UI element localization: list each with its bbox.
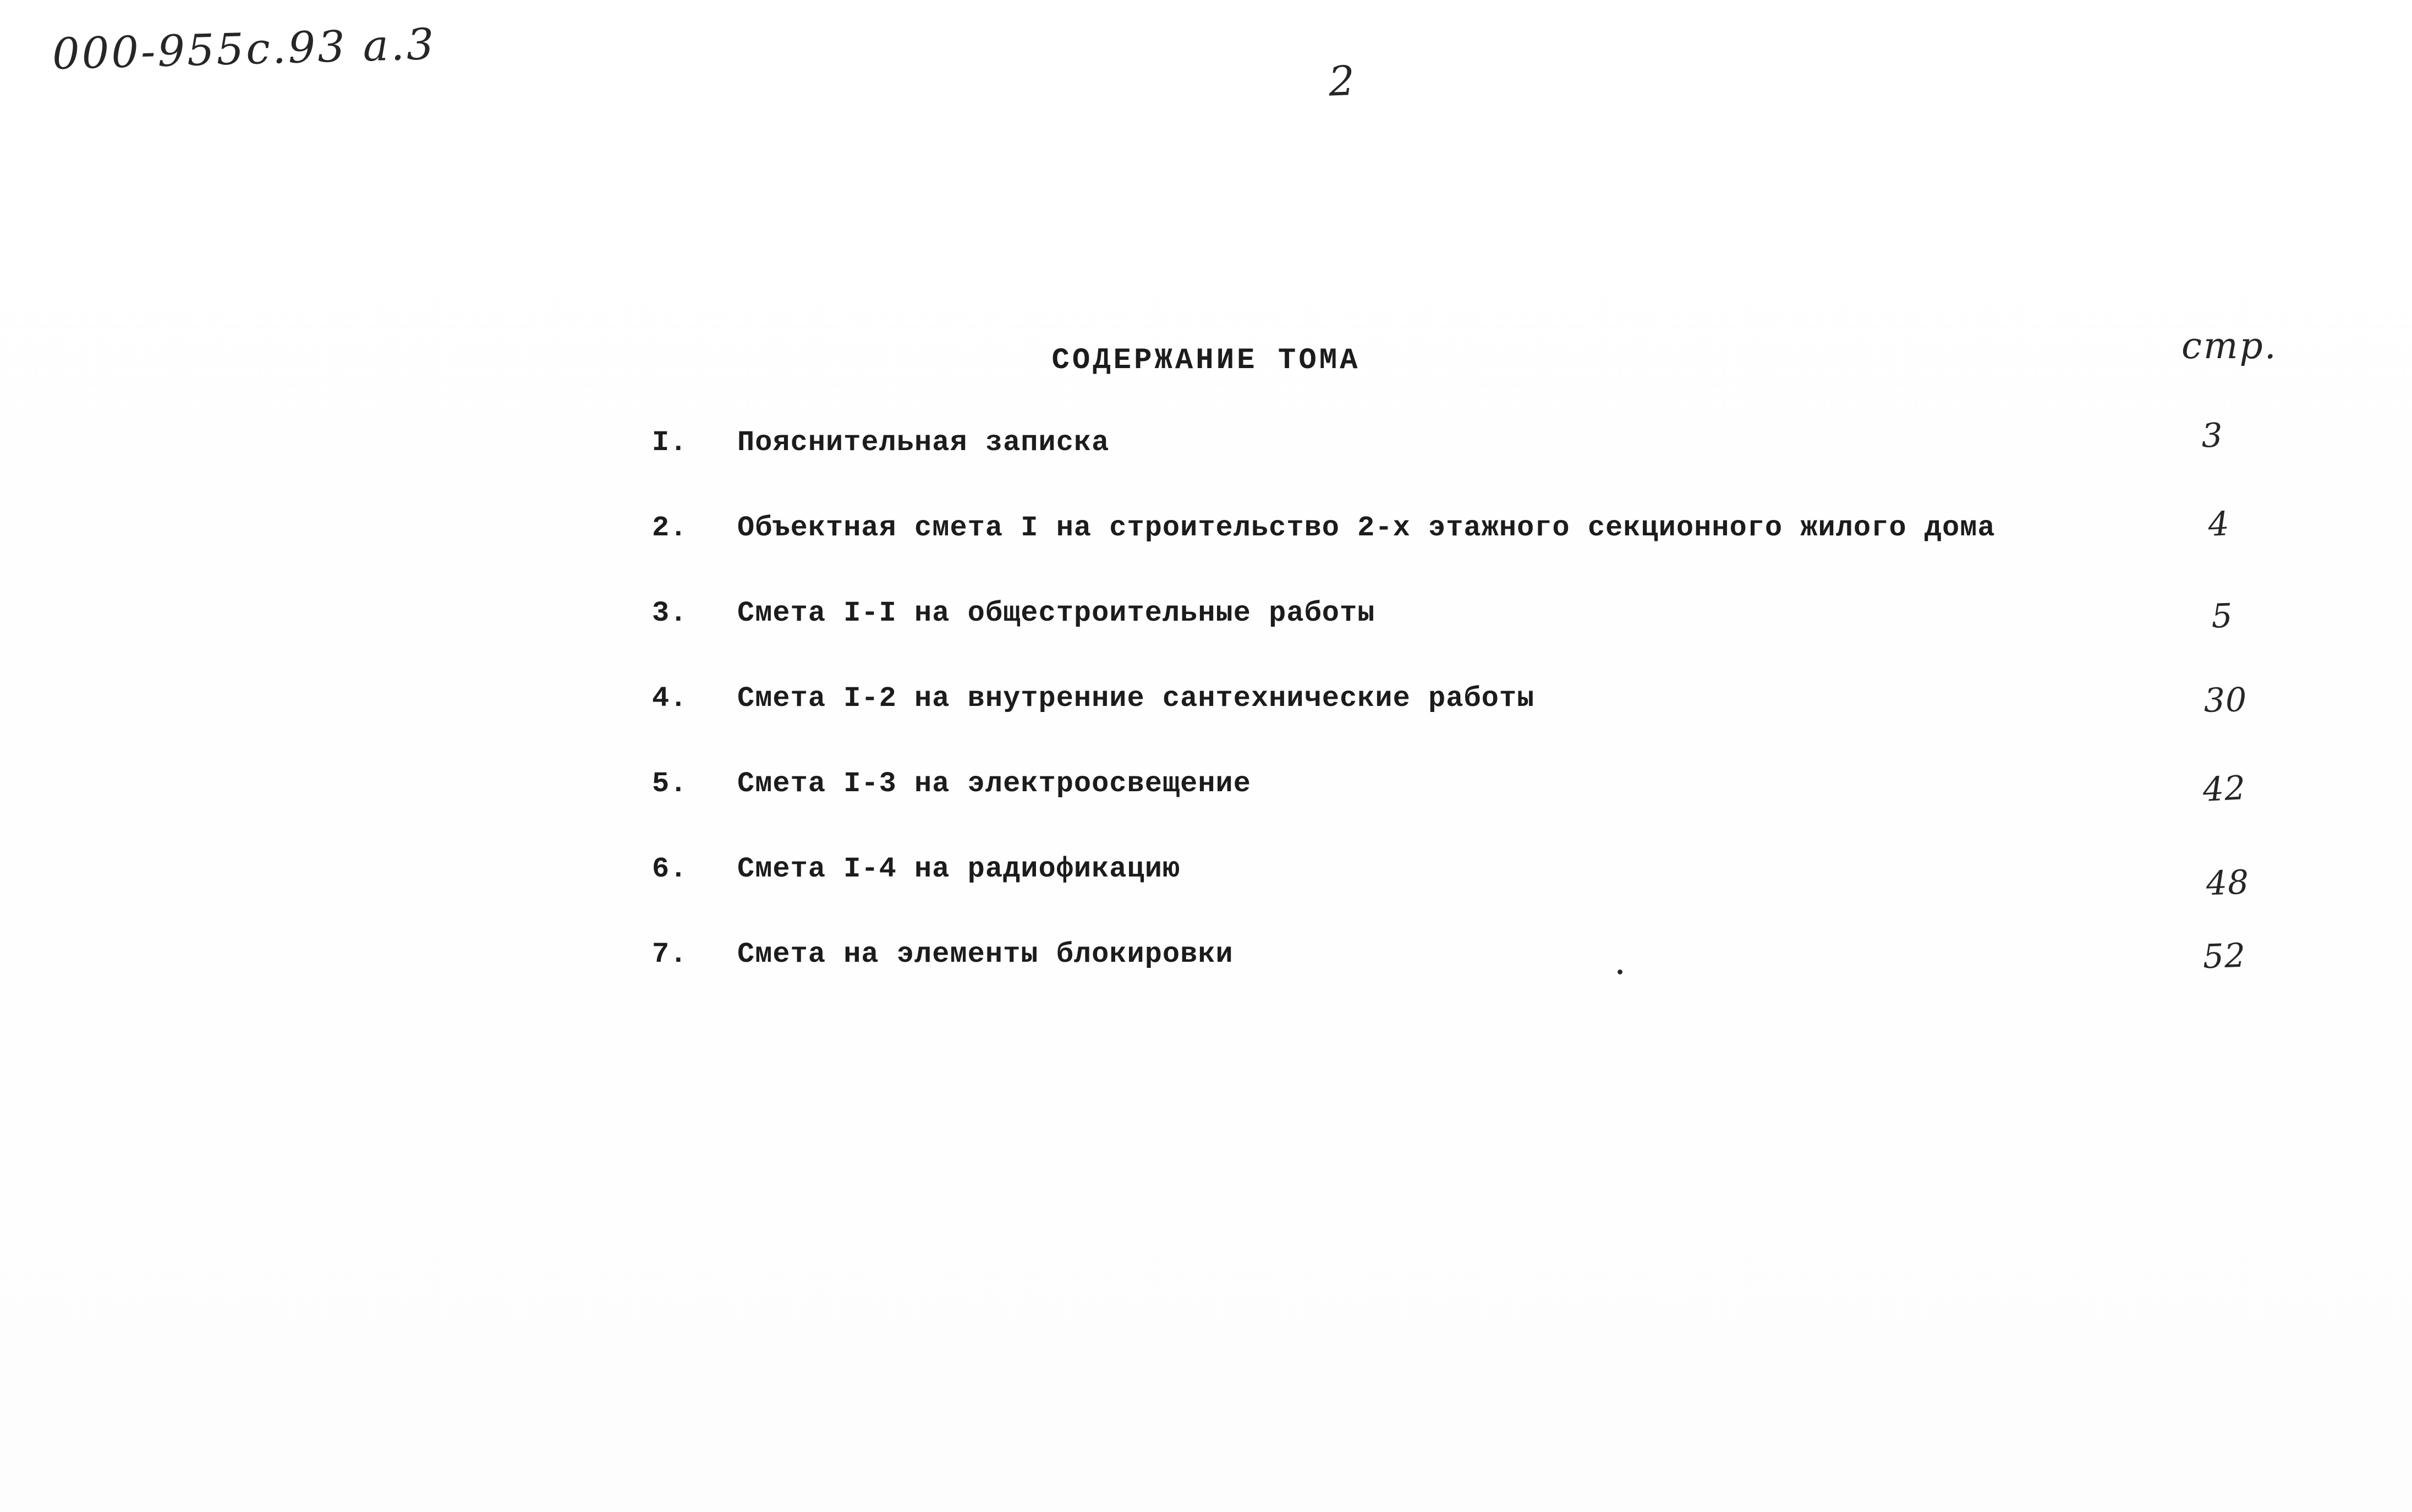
document-code-handwritten: 000-955с.93 а.3 <box>51 19 437 80</box>
toc-item-number: 5. <box>652 768 688 800</box>
toc-item-page: 3 <box>2201 416 2224 456</box>
toc-row <box>652 768 2313 853</box>
toc-item-page: 5 <box>2211 596 2234 636</box>
toc-row <box>652 505 2313 597</box>
toc-item-number: I. <box>652 426 688 459</box>
toc-item-page: 48 <box>2205 863 2250 903</box>
toc-item-number: 2. <box>652 512 688 544</box>
toc-row <box>652 682 2313 768</box>
toc-item-page: 4 <box>2207 505 2231 544</box>
toc-item-page: 30 <box>2203 681 2247 720</box>
page-column-header: стр. <box>2181 325 2278 367</box>
toc-item-label: Объектная смета I на строительство 2-х этажного секционного жилого дома <box>737 512 1996 544</box>
toc-row <box>652 938 2313 1023</box>
toc-item-label: Смета на элементы блокировки <box>737 938 1234 971</box>
toc-item-number: 4. <box>652 682 688 715</box>
toc-row <box>652 853 2313 938</box>
scan-artifact-dot <box>1618 969 1622 974</box>
toc-item-number: 3. <box>652 597 688 629</box>
toc-item-label: Пояснительная записка <box>737 426 1110 459</box>
toc-list <box>652 416 2313 1023</box>
toc-row <box>652 416 2313 512</box>
toc-item-label: Смета I-3 на электроосвещение <box>737 768 1251 800</box>
sheet-number-handwritten: 2 <box>1328 57 1356 106</box>
toc-item-label: Смета I-I на общестроительные работы <box>737 597 1375 629</box>
toc-title: СОДЕРЖАНИЕ ТОМА <box>1051 344 1361 377</box>
toc-item-label: Смета I-4 на радиофикацию <box>737 853 1181 885</box>
toc-item-page: 42 <box>2202 768 2247 810</box>
toc-item-number: 6. <box>652 853 688 885</box>
toc-item-page: 52 <box>2202 936 2247 977</box>
toc-item-label: Смета I-2 на внутренние сантехнические работы <box>737 682 1535 715</box>
toc-item-number: 7. <box>652 938 688 971</box>
toc-row <box>652 597 2313 682</box>
